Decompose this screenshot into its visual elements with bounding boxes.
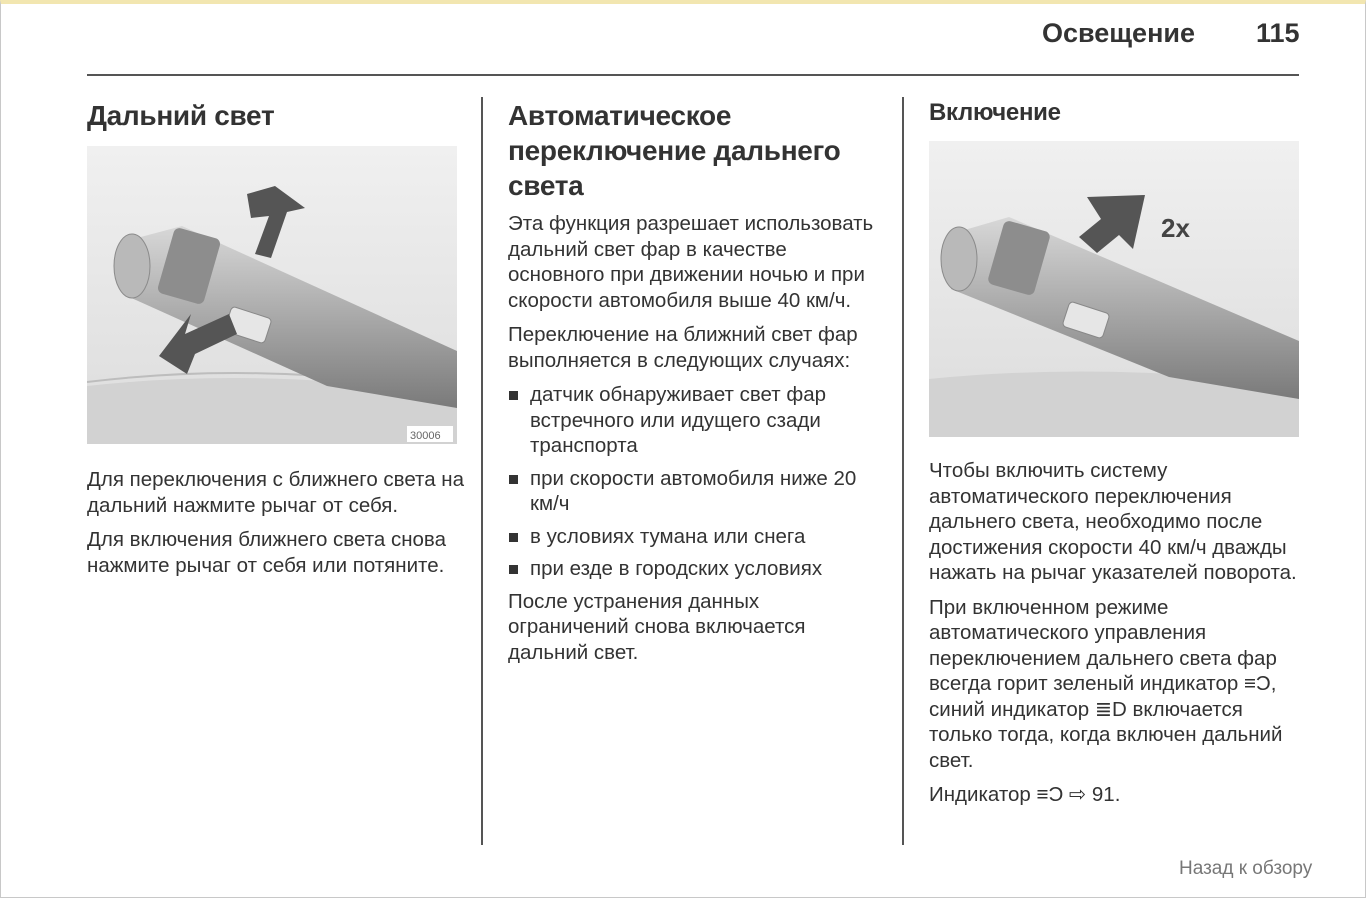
list-item: при езде в городских условиях <box>508 556 883 582</box>
column-divider-1 <box>481 97 483 845</box>
paragraph-indicators: При включенном режиме автоматического управления переключением дальнего света фар всегда горит зеленый индикатор ≡Ͻ, синий индикатор ≣D включается только тогда, когда включен дальний свет. <box>929 595 1283 772</box>
column-high-beam <box>87 98 467 133</box>
stalk-illustration-2x <box>929 141 1299 437</box>
paragraph-indicator-ref: Индикатор ≡Ͻ ⇨ 91. <box>929 783 1121 806</box>
page-ref-arrow-icon: ⇨ <box>1069 783 1087 806</box>
list-item: в условиях тумана или снега <box>508 524 883 550</box>
heading-line-1: Автоматическое <box>508 100 732 131</box>
list-item: при скорости автомобиля ниже 20 км/ч <box>508 466 883 517</box>
figure-stalk-high-beam <box>87 146 457 444</box>
paragraph-intro: Эта функция разрешает использовать дальний свет фар в качестве основного при движении ночью и при скорости автомобиля выше 40 км/ч. <box>508 212 874 312</box>
heading-line-2: переключение дальнего <box>508 135 841 166</box>
switch-conditions-list <box>508 382 883 582</box>
section-heading-activation: Включение <box>929 99 1061 126</box>
column-divider-2 <box>902 97 904 845</box>
green-indicator-icon: ≡Ͻ <box>1243 672 1271 695</box>
stalk-illustration <box>87 146 457 444</box>
header-divider <box>87 74 1299 76</box>
figure-stalk-activation <box>929 141 1299 437</box>
heading-line-3: света <box>508 170 584 201</box>
figure-label-2x: 2x <box>1161 213 1190 243</box>
bullet-icon <box>509 391 518 400</box>
paragraph-high-beam-on: Для переключения с ближнего света на дальний нажмите рычаг от себя. <box>87 468 465 517</box>
bullet-icon <box>509 565 518 574</box>
bullet-icon <box>509 533 518 542</box>
back-to-overview-link[interactable]: Назад к обзору <box>1179 858 1313 879</box>
figure-code: 30006 <box>410 430 441 442</box>
paragraph-outro: После устранения данных ограничений снова включается дальний свет. <box>508 589 806 664</box>
bullet-icon <box>509 475 518 484</box>
column-high-beam-text <box>87 467 467 587</box>
section-heading-auto-high-beam <box>508 98 883 203</box>
indicator-icon: ≡Ͻ <box>1036 783 1064 806</box>
section-heading-high-beam: Дальний свет <box>87 100 275 131</box>
list-item: датчик обнаруживает свет фар встречного или идущего сзади транспорта <box>508 382 883 459</box>
page-section-title: Освещение <box>1042 18 1195 48</box>
blue-indicator-icon: ≣D <box>1094 697 1127 721</box>
paragraph-activation: Чтобы включить систему автоматического переключения дальнего света, необходимо после достижения скорости 40 км/ч дважды нажать на рычаг указателей поворота. <box>929 459 1297 584</box>
column-activation <box>929 98 1304 128</box>
paragraph-switch-cases: Переключение на ближний свет фар выполняется в следующих случаях: <box>508 323 858 372</box>
paragraph-low-beam-on: Для включения ближнего света снова нажмите рычаг от себя или потяните. <box>87 528 446 577</box>
column-auto-high-beam <box>508 98 883 674</box>
column-activation-text <box>929 458 1304 817</box>
page-number: 115 <box>1256 18 1300 48</box>
page-ref-link[interactable]: 91. <box>1091 783 1121 806</box>
